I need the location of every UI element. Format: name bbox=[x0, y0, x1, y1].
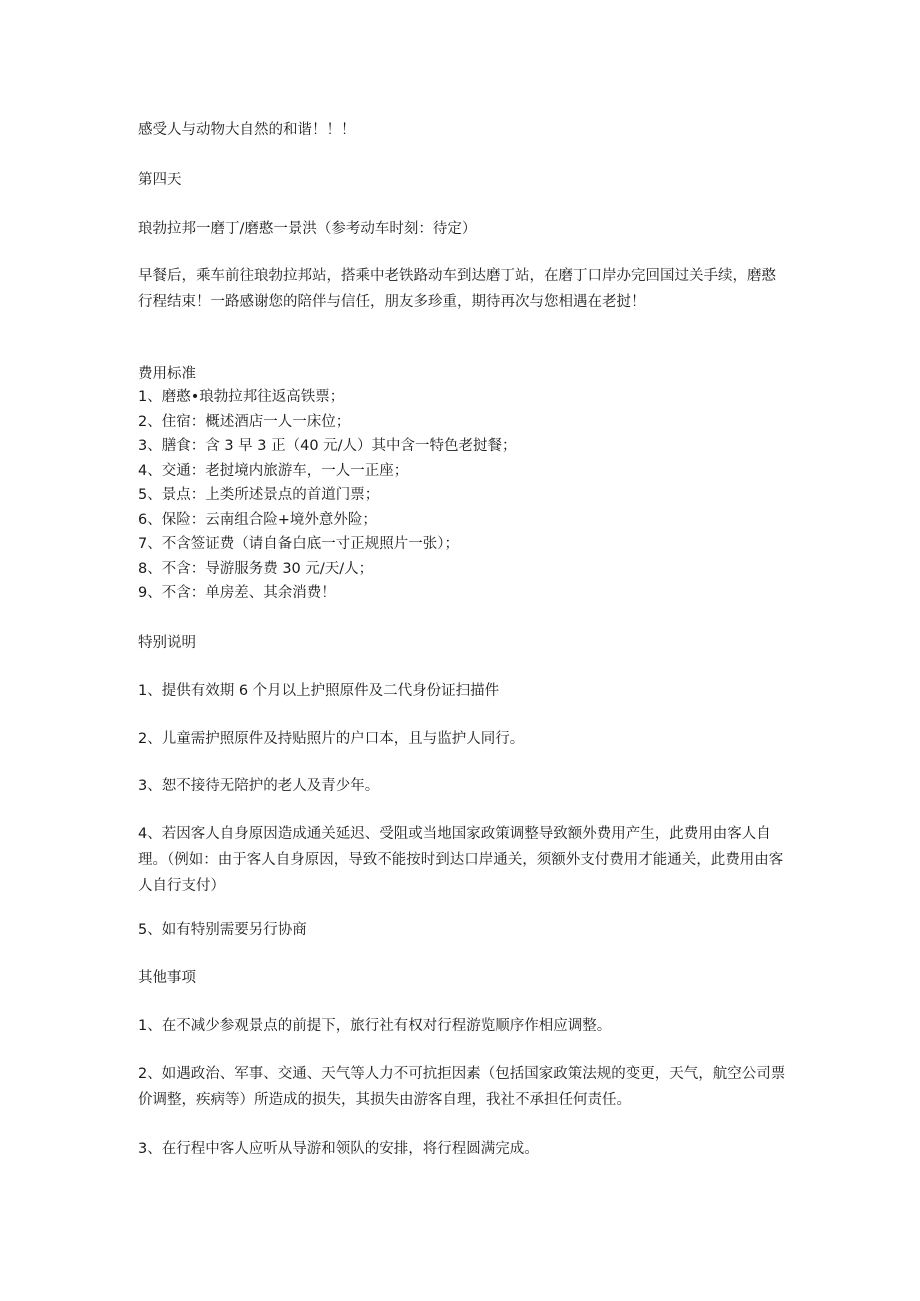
fees-heading: 费用标准 bbox=[138, 366, 196, 382]
special-item-3: 3、恕不接待无陪护的老人及青少年。 bbox=[138, 778, 380, 794]
other-item-3: 3、在行程中客人应听从导游和领队的安排，将行程圆满完成。 bbox=[138, 1141, 539, 1157]
list-item: 6、保险：云南组合险+境外意外险； bbox=[138, 511, 377, 528]
other-heading: 其他事项 bbox=[138, 970, 196, 986]
intro-line: 感受人与动物大自然的和谐！！！ bbox=[138, 122, 356, 138]
special-item-1: 1、提供有效期 6 个月以上护照原件及二代身份证扫描件 bbox=[138, 683, 500, 699]
other-item-2: 2、如遇政治、军事、交通、天气等人力不可抗拒因素（包括国家政策法规的变更，天气，航空公司票价调整，疾病等）所造成的损失，其损失由游客自理，我社不承担任何责任。 bbox=[138, 1066, 786, 1108]
special-item-5: 5、如有特别需要另行协商 bbox=[138, 922, 307, 938]
day4-description: 早餐后，乘车前往琅勃拉邦站，搭乘中老铁路动车到达磨丁站，在磨丁口岸办完回国过关手续，磨憨行程结束！一路感谢您的陪伴与信任，朋友多珍重，期待再次与您相遇在老挝！ bbox=[138, 268, 776, 310]
list-item: 4、交通：老挝境内旅游车，一人一正座； bbox=[138, 462, 409, 479]
special-item-4: 4、若因客人自身原因造成通关延迟、受阻或当地国家政策调整导致额外费用产生，此费用由客人自理。（例如：由于客人自身原因，导致不能按时到达口岸通关，须额外支付费用才能通关，此费用由客人自行支付） bbox=[138, 826, 784, 894]
list-item: 8、不含：导游服务费 30 元/天/人； bbox=[138, 560, 374, 577]
special-item-2: 2、儿童需护照原件及持贴照片的户口本，且与监护人同行。 bbox=[138, 731, 525, 747]
list-item: 7、不含签证费（请自备白底一寸正规照片一张）； bbox=[138, 536, 459, 552]
special-heading: 特别说明 bbox=[138, 635, 196, 651]
list-item: 2、住宿：概述酒店一人一床位； bbox=[138, 413, 351, 430]
other-item-1: 1、在不减少参观景点的前提下，旅行社有权对行程游览顺序作相应调整。 bbox=[138, 1018, 612, 1034]
list-item: 9、不含：单房差、其余消费！ bbox=[138, 585, 336, 601]
day4-title: 第四天 bbox=[138, 172, 182, 188]
fees-list bbox=[138, 385, 786, 606]
list-item: 3、膳食：含 3 早 3 正（40 元/人）其中含一特色老挝餐； bbox=[138, 438, 517, 454]
day4-route: 琅勃拉邦一磨丁/磨憨一景洪（参考动车时刻：待定） bbox=[138, 221, 477, 237]
list-item: 5、景点：上类所述景点的首道门票； bbox=[138, 487, 380, 503]
list-item: 1、磨憨•琅勃拉邦往返高铁票； bbox=[138, 389, 345, 405]
